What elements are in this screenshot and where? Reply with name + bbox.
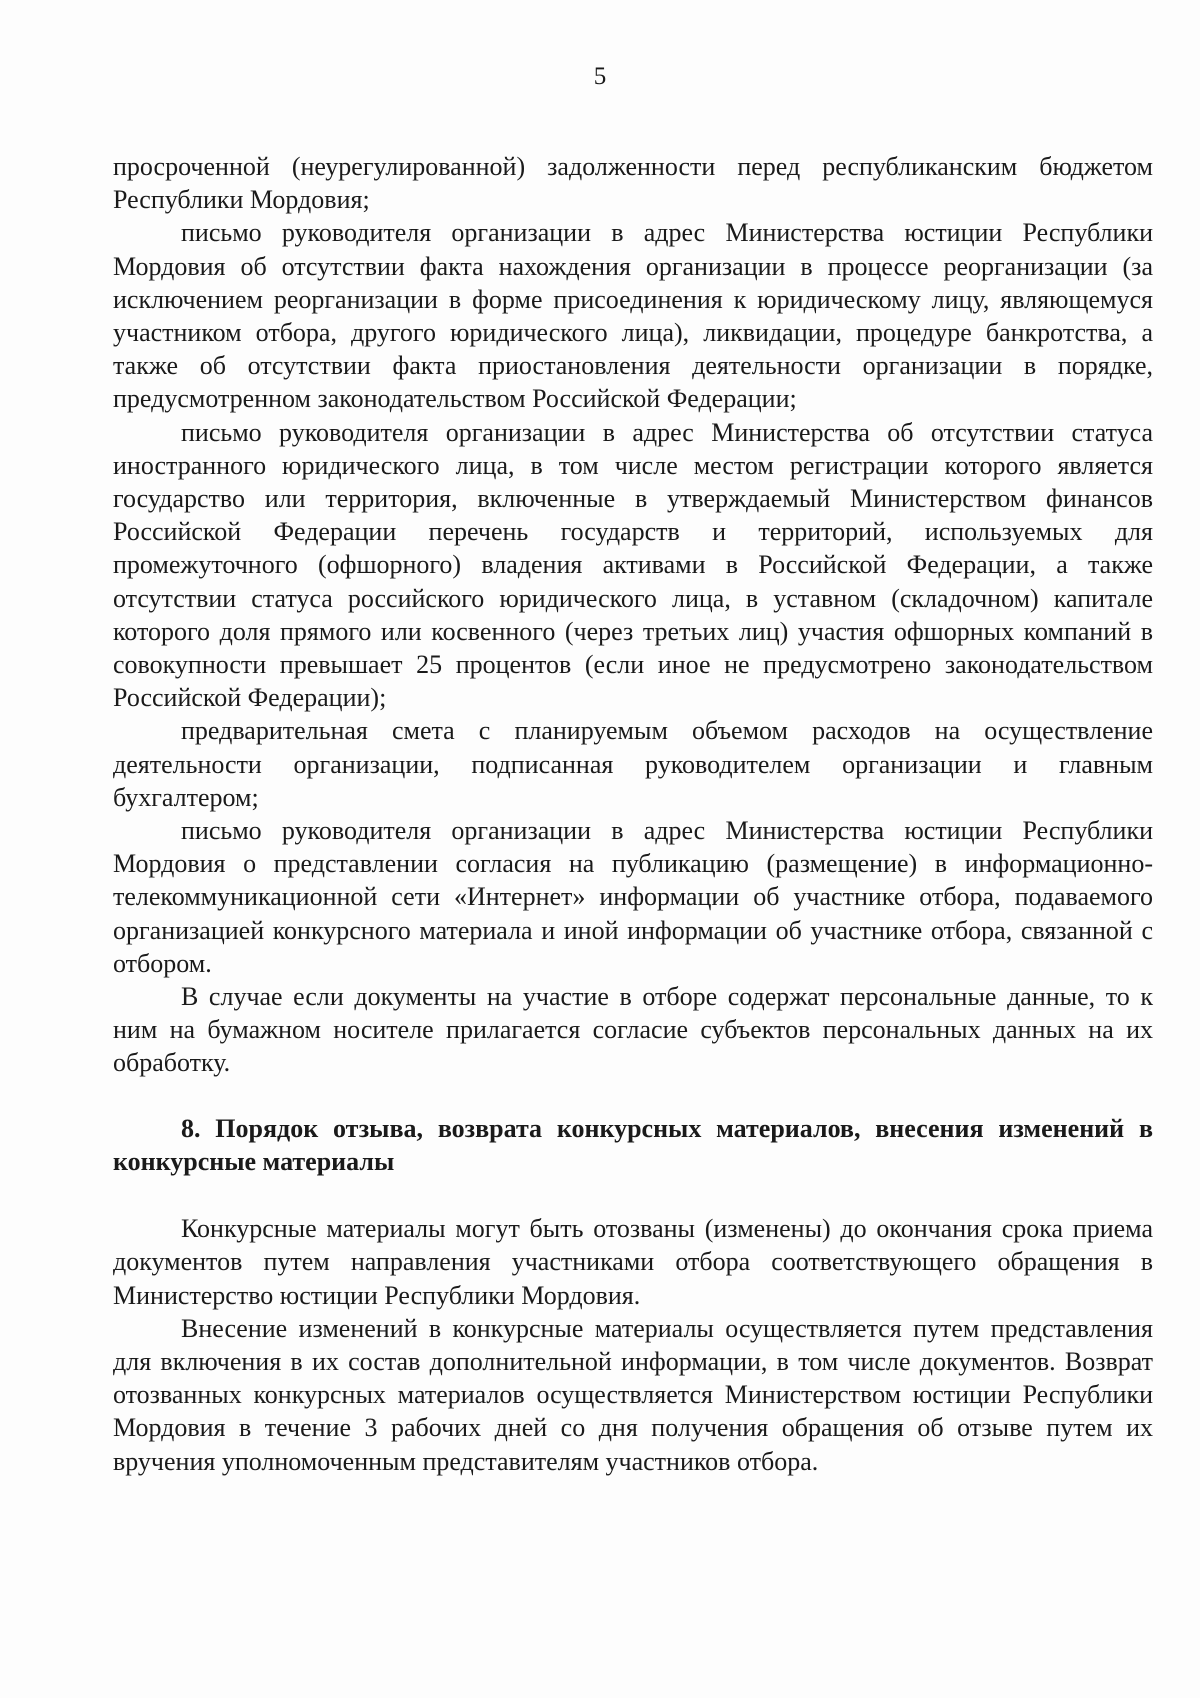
paragraph-preliminary-estimate: предварительная смета с планируемым объемом расходов на осуществление деятельности организации, подписанная руководителем организации и главным бухгалтером; <box>113 716 1153 812</box>
paragraph-reorganization-letter: письмо руководителя организации в адрес Министерства юстиции Республики Мордовия об отсутствии факта нахождения организации в процессе реорганизации (за исключением реорганизации в форме присоединения к юридическому лицу, являющемуся участником отбора, другого юридического лица), ликвидации, процедуре банкротства, а также об отсутствии факта приостановления деятельности организации в порядке, предусмотренном законодательством Российской Федерации; <box>113 218 1153 414</box>
paragraph-overdue-debt: просроченной (неурегулированной) задолженности перед республиканским бюджетом Республики Мордовия; <box>113 152 1153 215</box>
paragraph-withdrawal: Конкурсные материалы могут быть отозваны (изменены) до окончания срока приема документов путем направления участниками отбора соответствующего обращения в Министерство юстиции Республики Мордовия. <box>113 1214 1153 1310</box>
page-number: 5 <box>593 63 607 90</box>
paragraph-publication-consent-letter: письмо руководителя организации в адрес Министерства юстиции Республики Мордовия о представлении согласия на публикацию (размещение) в информационно-телекоммуникационной сети «Интернет» информации об участнике отбора, подаваемого организацией конкурсного материала и иной информации об участнике отбора, связанной с отбором. <box>113 816 1153 978</box>
document-body <box>113 150 1153 1478</box>
paragraph-personal-data-consent: В случае если документы на участие в отборе содержат персональные данные, то к ним на бумажном носителе прилагается согласие субъектов персональных данных на их обработку. <box>113 982 1153 1078</box>
paragraph-foreign-status-letter: письмо руководителя организации в адрес Министерства об отсутствии статуса иностранного юридического лица, в том числе местом регистрации которого является государство или территория, включенные в утверждаемый Министерством финансов Российской Федерации перечень государств и территорий, используемых для промежуточного (офшорного) владения активами в Российской Федерации, а также отсутствии статуса российского юридического лица, в уставном (складочном) капитале которого доля прямого или косвенного (через третьих лиц) участия офшорных компаний в совокупности превышает 25 процентов (если иное не предусмотрено законодательством Российской Федерации); <box>113 417 1153 713</box>
section-heading-8: 8. Порядок отзыва, возврата конкурсных материалов, внесения изменений в конкурсные материалы <box>113 1113 1153 1176</box>
paragraph-amendments-return: Внесение изменений в конкурсные материалы осуществляется путем представления для включения в их состав дополнительной информации, в том числе документов. Возврат отозванных конкурсных материалов осуществляется Министерством юстиции Республики Мордовия в течение 3 рабочих дней со дня получения обращения об отзыве путем их вручения уполномоченным представителям участников отбора. <box>113 1313 1153 1476</box>
